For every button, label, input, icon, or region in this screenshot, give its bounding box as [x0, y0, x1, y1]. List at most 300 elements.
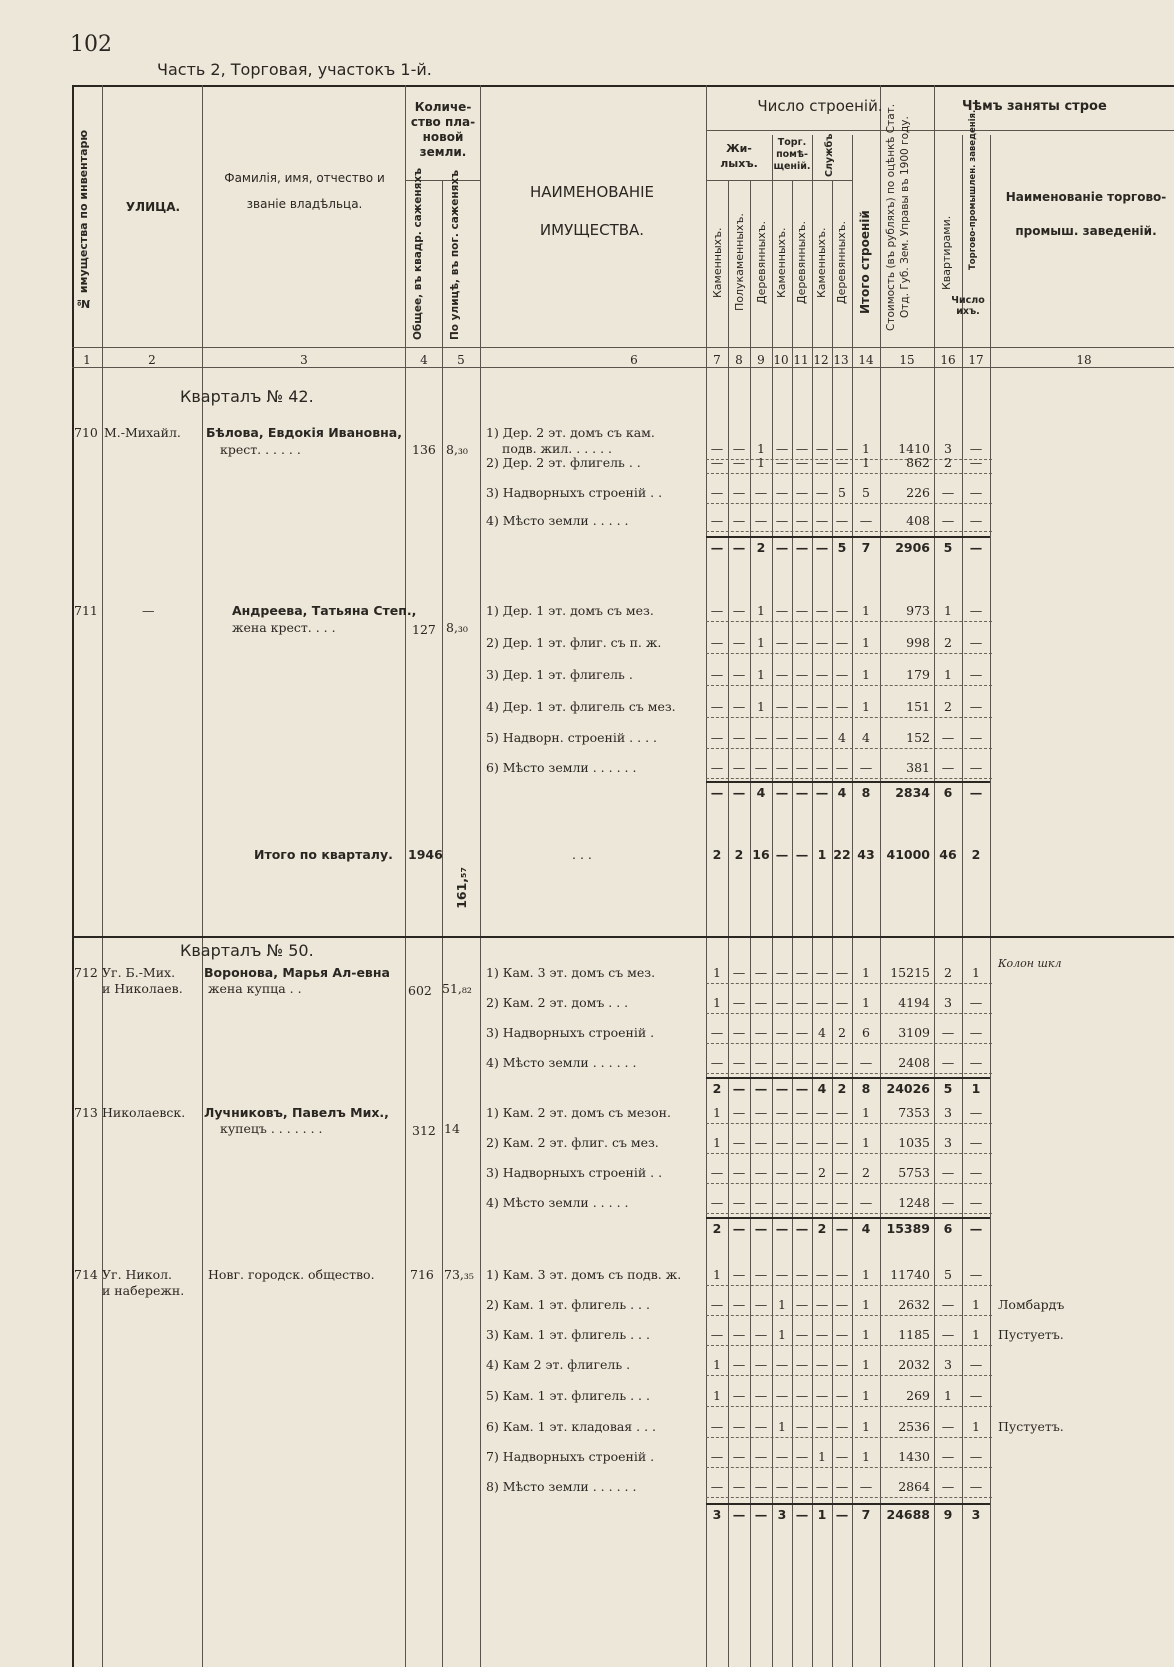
- cell-c13: —: [835, 1479, 849, 1494]
- cell-c8: —: [732, 730, 746, 745]
- header-bottom-rule: [72, 347, 1174, 348]
- total-c8: —: [732, 540, 746, 555]
- cell-c9: —: [754, 1195, 768, 1210]
- col-number: 14: [858, 353, 874, 367]
- row-rule: [706, 983, 992, 984]
- total-c17: 1: [971, 1081, 981, 1096]
- cell-c14: 1: [862, 1419, 870, 1434]
- cell-c8: —: [732, 1297, 746, 1312]
- land-area: 312: [412, 1123, 436, 1138]
- cell-value: 5753: [898, 1165, 930, 1180]
- ledger-table: [72, 85, 1174, 1667]
- cell-c8: —: [732, 1165, 746, 1180]
- total-rule: [706, 781, 990, 783]
- cell-c13: —: [835, 1055, 849, 1070]
- cell-c9: —: [754, 760, 768, 775]
- total-c10: 3: [777, 1507, 787, 1522]
- cell-c12: —: [815, 1135, 829, 1150]
- kvartal-total-area: 1946: [408, 847, 443, 862]
- owner-name: Новг. городск. общество.: [208, 1267, 375, 1282]
- col-number: 15: [899, 353, 915, 367]
- total-c11: —: [795, 1221, 809, 1236]
- total-c8: —: [732, 1507, 746, 1522]
- cell-c7: —: [710, 603, 724, 618]
- cell-c7: —: [710, 760, 724, 775]
- cell-c14: 4: [862, 730, 870, 745]
- cell-c16: —: [941, 1055, 955, 1070]
- cell-c9: —: [754, 1055, 768, 1070]
- cell-c13: —: [835, 1297, 849, 1312]
- cell-c12: 4: [818, 1025, 826, 1040]
- cell-c12: —: [815, 1419, 829, 1434]
- cell-c17: —: [969, 1449, 983, 1464]
- header-rule: [706, 180, 852, 181]
- row-rule: [706, 621, 992, 622]
- total-c10: —: [775, 1081, 789, 1096]
- kvartal-total-c14: 43: [857, 847, 875, 862]
- cell-value: 7353: [898, 1105, 930, 1120]
- header-street: УЛИЦА.: [125, 200, 181, 214]
- cell-c10: 1: [778, 1327, 786, 1342]
- cell-c8: —: [732, 513, 746, 528]
- cell-value: 1035: [898, 1135, 930, 1150]
- cell-c11: —: [795, 1327, 809, 1342]
- kvartal-total-c12: 1: [817, 847, 827, 862]
- cell-c8: —: [732, 995, 746, 1010]
- col-rule: [405, 85, 406, 1667]
- cell-c12: —: [815, 1195, 829, 1210]
- header-c17-count: Число ихъ.: [951, 295, 985, 317]
- cell-c16: —: [941, 485, 955, 500]
- total-c12: —: [815, 540, 829, 555]
- property-name: 1) Дер. 2 эт. домъ съ кам.: [486, 425, 655, 440]
- land-area: 127: [412, 622, 436, 637]
- cell-c12: —: [815, 485, 829, 500]
- inventory-no: 712: [74, 965, 98, 980]
- header-land-qty: Количе- ство пла- новой земли.: [410, 100, 476, 159]
- cell-value: 1410: [898, 441, 930, 456]
- land-front: 8,₃₀: [446, 442, 468, 457]
- col-number: 8: [735, 353, 743, 367]
- cell-c7: 1: [713, 1267, 721, 1282]
- property-name: 2) Дер. 2 эт. флигель . .: [486, 455, 641, 470]
- cell-c17: —: [969, 441, 983, 456]
- total-rule: [706, 1217, 990, 1219]
- cell-c16: 1: [944, 603, 952, 618]
- header-c11: Деревянныхъ.: [795, 220, 808, 305]
- cell-c13: —: [835, 760, 849, 775]
- cell-c9: —: [754, 730, 768, 745]
- header-c12: Каменныхъ.: [815, 227, 828, 298]
- cell-c14: —: [859, 513, 873, 528]
- cell-c11: —: [795, 1165, 809, 1180]
- cell-c14: 1: [862, 635, 870, 650]
- cell-c17: 1: [972, 1419, 980, 1434]
- total-c13: 5: [837, 540, 847, 555]
- total-value: 24688: [886, 1507, 930, 1522]
- cell-c13: —: [835, 667, 849, 682]
- total-value: 2834: [895, 785, 930, 800]
- cell-c9: 1: [757, 699, 765, 714]
- cell-c8: —: [732, 1479, 746, 1494]
- cell-c13: —: [835, 455, 849, 470]
- cell-c9: 1: [757, 455, 765, 470]
- street-cont: и Николаев.: [102, 981, 183, 996]
- cell-c11: —: [795, 1357, 809, 1372]
- col-number: 18: [1076, 353, 1092, 367]
- col-number: 17: [968, 353, 984, 367]
- cell-c16: —: [941, 730, 955, 745]
- cell-c16: —: [941, 1165, 955, 1180]
- cell-c7: —: [710, 485, 724, 500]
- cell-c12: —: [815, 513, 829, 528]
- total-c17: —: [969, 540, 983, 555]
- total-c12: 4: [817, 1081, 827, 1096]
- total-c17: —: [969, 1221, 983, 1236]
- cell-c17: 1: [972, 1297, 980, 1312]
- cell-value: 4194: [898, 995, 930, 1010]
- cell-c17: —: [969, 699, 983, 714]
- cell-c9: —: [754, 1327, 768, 1342]
- cell-c12: —: [815, 667, 829, 682]
- street: Уг. Никол.: [102, 1267, 173, 1282]
- total-c7: 2: [712, 1221, 722, 1236]
- cell-c11: —: [795, 441, 809, 456]
- col-number: 11: [793, 353, 809, 367]
- cell-c17: —: [969, 1195, 983, 1210]
- cell-c11: —: [795, 1388, 809, 1403]
- cell-c16: 2: [944, 635, 952, 650]
- col-number: 7: [713, 353, 721, 367]
- kvartal-total-c9: 16: [752, 847, 770, 862]
- owner-status: крест. . . . . .: [220, 442, 301, 457]
- cell-c17: —: [969, 667, 983, 682]
- header-c15: Стоимость (въ рубляхъ) по оцѣнкѣ Стат. Отд. Губ. Зем. Управы въ 1900 году.: [885, 103, 911, 332]
- cell-c10: —: [775, 1449, 789, 1464]
- total-rule: [706, 1077, 990, 1079]
- cell-c11: —: [795, 1195, 809, 1210]
- cell-c11: —: [795, 1297, 809, 1312]
- cell-c17: —: [969, 1165, 983, 1180]
- cell-c7: —: [710, 441, 724, 456]
- cell-c11: —: [795, 1105, 809, 1120]
- cell-c7: —: [710, 1025, 724, 1040]
- cell-c8: —: [732, 1135, 746, 1150]
- cell-c7: —: [710, 699, 724, 714]
- cell-value: 2536: [898, 1419, 930, 1434]
- cell-c7: 1: [713, 1105, 721, 1120]
- cell-c8: —: [732, 1105, 746, 1120]
- col-number: 2: [148, 353, 156, 367]
- cell-c16: 5: [944, 1267, 952, 1282]
- cell-c10: —: [775, 635, 789, 650]
- cell-c7: —: [710, 1327, 724, 1342]
- kvartal-total-label: Итого по кварталу.: [254, 847, 393, 862]
- kvartal-total-value: 41000: [886, 847, 930, 862]
- cell-value: 15215: [890, 965, 930, 980]
- cell-value: 408: [906, 513, 930, 528]
- cell-c11: —: [795, 485, 809, 500]
- cell-c12: —: [815, 699, 829, 714]
- col-number: 3: [300, 353, 308, 367]
- cell-c17: —: [969, 455, 983, 470]
- cell-c11: —: [795, 513, 809, 528]
- header-c8: Полукаменныхъ.: [733, 213, 746, 312]
- header-land-total: Общее, въ квадр. саженяхъ: [412, 168, 424, 340]
- cell-c16: 3: [944, 1135, 952, 1150]
- cell-c9: —: [754, 1479, 768, 1494]
- cell-c12: —: [815, 1267, 829, 1282]
- property-name: 2) Кам. 1 эт. флигель . . .: [486, 1297, 650, 1312]
- cell-c13: 2: [838, 1025, 846, 1040]
- cell-c10: —: [775, 1267, 789, 1282]
- owner-name: Андреева, Татьяна Степ.,: [232, 603, 417, 618]
- row-rule: [706, 1315, 992, 1316]
- cell-c11: —: [795, 1135, 809, 1150]
- cell-c10: —: [775, 995, 789, 1010]
- header-c13: Деревянныхъ.: [835, 220, 848, 305]
- cell-c16: —: [941, 1025, 955, 1040]
- row-rule: [706, 473, 992, 474]
- cell-c10: —: [775, 603, 789, 618]
- cell-value: 1185: [898, 1327, 930, 1342]
- kvartal-total-c11: —: [795, 847, 809, 862]
- property-name: 2) Кам. 2 эт. флиг. съ мез.: [486, 1135, 659, 1150]
- kvartal-title: Кварталъ № 50.: [180, 941, 314, 960]
- section-divider: [72, 936, 1174, 938]
- cell-value: 973: [906, 603, 930, 618]
- total-c7: 2: [712, 1081, 722, 1096]
- cell-c16: 2: [944, 699, 952, 714]
- cell-c17: —: [969, 635, 983, 650]
- cell-c7: —: [710, 1297, 724, 1312]
- cell-value: 862: [906, 455, 930, 470]
- cell-c10: —: [775, 760, 789, 775]
- cell-c16: 1: [944, 1388, 952, 1403]
- cell-c17: —: [969, 1025, 983, 1040]
- cell-c8: —: [732, 1055, 746, 1070]
- cell-c10: —: [775, 965, 789, 980]
- total-c12: —: [815, 785, 829, 800]
- cell-c12: —: [815, 730, 829, 745]
- total-c17: 3: [971, 1507, 981, 1522]
- cell-c13: —: [835, 441, 849, 456]
- cell-c17: —: [969, 1105, 983, 1120]
- property-name: 5) Кам. 1 эт. флигель . . .: [486, 1388, 650, 1403]
- header-inventory-no: № имущества по инвентарю: [77, 129, 90, 311]
- total-c8: —: [732, 785, 746, 800]
- inventory-no: 714: [74, 1267, 98, 1282]
- cell-c16: 2: [944, 455, 952, 470]
- cell-c12: —: [815, 1105, 829, 1120]
- property-name: 6) Мѣсто земли . . . . . .: [486, 760, 637, 775]
- cell-c13: —: [835, 1105, 849, 1120]
- total-c7: —: [710, 785, 724, 800]
- property-name: 2) Дер. 1 эт. флиг. съ п. ж.: [486, 635, 662, 650]
- cell-c12: —: [815, 1388, 829, 1403]
- cell-c17: —: [969, 1267, 983, 1282]
- cell-c14: 5: [862, 485, 870, 500]
- cell-c8: —: [732, 1419, 746, 1434]
- kvartal-total-c10: —: [775, 847, 789, 862]
- cell-c10: —: [775, 1055, 789, 1070]
- cell-establishment: Ломбардъ: [998, 1297, 1065, 1312]
- cell-c10: —: [775, 1135, 789, 1150]
- total-c10: —: [775, 1221, 789, 1236]
- total-c17: —: [969, 785, 983, 800]
- cell-c12: —: [815, 1479, 829, 1494]
- cell-c10: —: [775, 1357, 789, 1372]
- cell-c8: —: [732, 1388, 746, 1403]
- cell-c7: 1: [713, 1135, 721, 1150]
- cell-value: 998: [906, 635, 930, 650]
- cell-c12: —: [815, 441, 829, 456]
- property-name: 3) Надворныхъ строеній . .: [486, 1165, 663, 1180]
- cell-c8: —: [732, 1195, 746, 1210]
- row-rule: [706, 1043, 992, 1044]
- col-rule: [792, 180, 793, 1667]
- total-c14: 4: [861, 1221, 871, 1236]
- total-c16: 9: [943, 1507, 953, 1522]
- owner-status: жена купца . .: [208, 981, 302, 996]
- total-c12: 2: [817, 1221, 827, 1236]
- cell-c7: —: [710, 1165, 724, 1180]
- cell-c8: —: [732, 1449, 746, 1464]
- total-c7: —: [710, 540, 724, 555]
- cell-c14: 1: [862, 1388, 870, 1403]
- total-c10: —: [775, 785, 789, 800]
- cell-c16: 1: [944, 667, 952, 682]
- header-c14: Итого строеній: [858, 210, 872, 315]
- row-rule: [706, 1183, 992, 1184]
- cell-value: 226: [906, 485, 930, 500]
- cell-c13: 4: [838, 730, 846, 745]
- total-c16: 6: [943, 1221, 953, 1236]
- cell-c13: —: [835, 1267, 849, 1282]
- inventory-no: 711: [74, 603, 98, 618]
- col-number: 6: [630, 353, 638, 367]
- cell-c14: 1: [862, 667, 870, 682]
- cell-c10: —: [775, 1388, 789, 1403]
- cell-c8: —: [732, 455, 746, 470]
- cell-c13: —: [835, 513, 849, 528]
- cell-c7: —: [710, 1449, 724, 1464]
- cell-c8: —: [732, 635, 746, 650]
- land-front: 51,₈₂: [442, 981, 472, 996]
- cell-c8: —: [732, 1025, 746, 1040]
- kvartal-total-front: 161,₅₇: [454, 867, 469, 909]
- cell-c10: —: [775, 730, 789, 745]
- cell-c14: 1: [862, 1449, 870, 1464]
- cell-c14: 1: [862, 1327, 870, 1342]
- row-rule: [706, 1406, 992, 1407]
- cell-c9: 1: [757, 441, 765, 456]
- cell-c8: —: [732, 667, 746, 682]
- header-num-buildings: Число строеній.: [757, 97, 883, 115]
- property-name: 4) Мѣсто земли . . . . . .: [486, 1055, 637, 1070]
- cell-c13: —: [835, 1135, 849, 1150]
- cell-c9: —: [754, 1025, 768, 1040]
- cell-c8: —: [732, 441, 746, 456]
- row-rule: [706, 1497, 992, 1498]
- cell-c12: —: [815, 1357, 829, 1372]
- col-number: 10: [773, 353, 789, 367]
- cell-c9: 1: [757, 603, 765, 618]
- cell-c17: —: [969, 995, 983, 1010]
- row-rule: [706, 1345, 992, 1346]
- row-rule: [706, 717, 992, 718]
- total-rule: [706, 536, 990, 538]
- cell-c13: 5: [838, 485, 846, 500]
- cell-c12: —: [815, 1327, 829, 1342]
- header-occupied: Чѣмъ заняты строе: [962, 99, 1107, 114]
- cell-c13: —: [835, 603, 849, 618]
- total-c14: 8: [861, 785, 871, 800]
- col-rule: [480, 85, 481, 1667]
- total-c14: 7: [861, 540, 871, 555]
- cell-value: 2408: [898, 1055, 930, 1070]
- row-rule: [706, 1437, 992, 1438]
- cell-c17: —: [969, 1479, 983, 1494]
- cell-c11: —: [795, 760, 809, 775]
- cell-c11: —: [795, 455, 809, 470]
- cell-c17: —: [969, 760, 983, 775]
- cell-c10: —: [775, 667, 789, 682]
- property-name: 4) Кам 2 эт. флигель .: [486, 1357, 631, 1372]
- header-service: Службъ: [824, 133, 835, 177]
- property-name: 5) Надворн. строеній . . . .: [486, 730, 657, 745]
- owner-status: купецъ . . . . . . .: [220, 1121, 323, 1136]
- cell-c12: —: [815, 995, 829, 1010]
- header-c9: Деревянныхъ.: [755, 220, 768, 305]
- cell-value: 1248: [898, 1195, 930, 1210]
- cell-c14: 1: [862, 1105, 870, 1120]
- cell-c9: —: [754, 1297, 768, 1312]
- cell-c7: —: [710, 1419, 724, 1434]
- col-rule: [728, 180, 729, 1667]
- cell-c13: —: [835, 1419, 849, 1434]
- cell-c12: 1: [818, 1449, 826, 1464]
- cell-c7: —: [710, 730, 724, 745]
- row-rule: [706, 1285, 992, 1286]
- inventory-no: 713: [74, 1105, 98, 1120]
- total-value: 2906: [895, 540, 930, 555]
- cell-c9: —: [754, 965, 768, 980]
- cell-c14: —: [859, 1479, 873, 1494]
- cell-c14: 1: [862, 1267, 870, 1282]
- property-name: 1) Кам. 2 эт. домъ съ мезон.: [486, 1105, 671, 1120]
- cell-c8: —: [732, 699, 746, 714]
- cell-c16: 3: [944, 441, 952, 456]
- owner-name: [206, 425, 402, 440]
- cell-c9: —: [754, 1267, 768, 1282]
- cell-c7: 1: [713, 1357, 721, 1372]
- cell-c11: —: [795, 1267, 809, 1282]
- cell-c16: —: [941, 1419, 955, 1434]
- cell-c14: —: [859, 1055, 873, 1070]
- cell-c16: 3: [944, 995, 952, 1010]
- cell-c10: 1: [778, 1297, 786, 1312]
- property-name: 7) Надворныхъ строеній .: [486, 1449, 655, 1464]
- col-rule: [934, 85, 935, 1667]
- cell-c10: —: [775, 485, 789, 500]
- cell-c14: 1: [862, 1135, 870, 1150]
- total-c16: 5: [943, 1081, 953, 1096]
- cell-c10: —: [775, 1105, 789, 1120]
- cell-c13: —: [835, 1388, 849, 1403]
- total-c13: 2: [837, 1081, 847, 1096]
- row-rule: [706, 1467, 992, 1468]
